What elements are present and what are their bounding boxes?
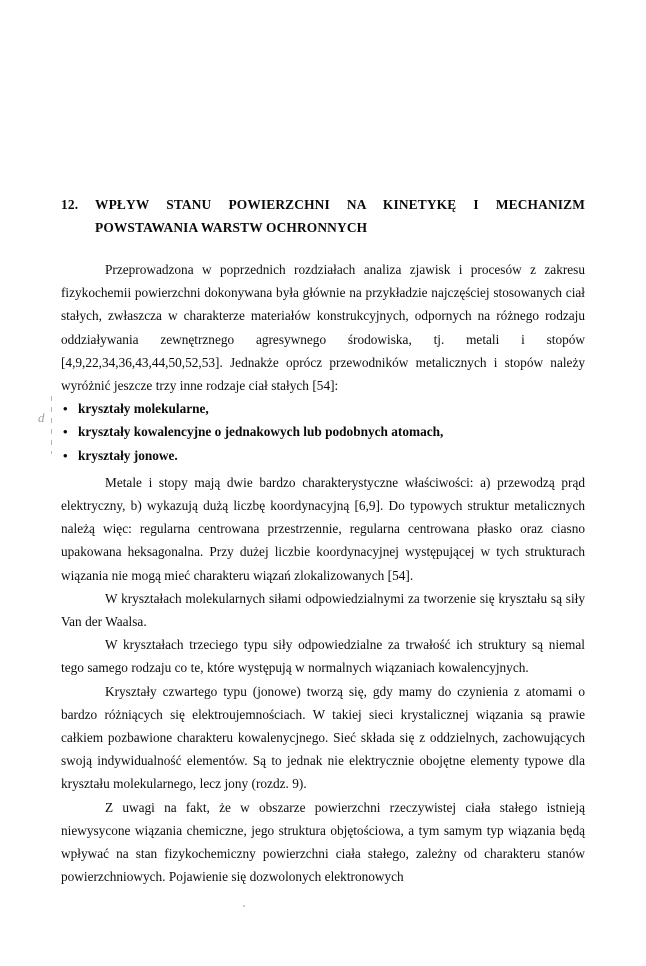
scan-artifact-speck [243,905,245,907]
chapter-heading-line-1: 12. WPŁYW STANU POWIERZCHNI NA KINETYKĘ I MECHANIZM [61,197,585,212]
chapter-heading [61,193,585,239]
paragraph-metals-alloys: Metale i stopy mają dwie bardzo charakterystyczne właściwości: a) przewodzą prąd elektryczny, b) wykazują dużą liczbę koordynacyjną [6,9]. Do typowych struktur metalicznych należą więc: regularna centrowana przestrzennie, regularna centrowana płasko oraz ciasno upakowana heksagonalna. Przy dużej liczbie koordynacyjnej występującej w tych strukturach wiązania nie mogą mieć charakteru wiązań zlokalizowanych [54]. [61,474,585,583]
paragraph-surface-states: Z uwagi na fakt, że w obszarze powierzchni rzeczywistej ciała stałego istnieją niewysycone wiązania chemiczne, jego struktura objętościowa, a tym samym typ wiązania będą wpływać na stan fizykochemiczny powierzchni ciała stałego, zależny od charakteru stanów powierzchniowych. Pojawienie się dozwolonych elektronowych [61,799,585,885]
list-item-label: kryształy molekularne, [78,401,209,417]
page-text-column [61,193,585,888]
bullet-icon: • [63,447,68,463]
crystal-types-list [61,397,585,467]
list-item-label: kryształy jonowe. [78,447,178,463]
paragraph-molecular-crystals: W kryształach molekularnych siłami odpowiedzialnymi za tworzenie się kryształu są siły Van der Waalsa. [61,590,585,630]
list-item-label: kryształy kowalencyjne o jednakowych lub podobnych atomach, [78,424,444,440]
bullet-icon: • [63,401,68,417]
paragraph-intro: Przeprowadzona w poprzednich rozdziałach analiza zjawisk i procesów z zakresu fizykochemii powierzchni dokonywana była głównie na przykładzie najczęściej stosowanych ciał stałych, zwłaszcza w charakterze materiałów konstrukcyjnych, odpornych na różnego rodzaju oddziaływania zewnętrznego agresywnego środowiska, tj. metali i stopów [4,9,22,34,36,43,44,50,52,53]. Jednakże oprócz przewodników metalicznych i stopów należy wyróżnić jeszcze trzy inne rodzaje ciał stałych [54]: [61,262,585,394]
paragraph-ionic-crystals: Kryształy czwartego typu (jonowe) tworzą się, gdy mamy do czynienia z atomami o bardzo różniących się elektroujemnościach. W takiej sieci krystalicznej wiązania są prawie całkiem pozbawione charakteru kowalenycjnego. Sieć składa się z oddzielnych, zachowujących swoją indywidualność elementów. Są to jednak nie elektrycznie obojętne elementy typowe dla kryształu molekularnego, lecz jony (rozdz. 9). [61,683,585,792]
paragraph-third-type-crystals: W kryształach trzeciego typu siły odpowiedzialne za trwałość ich struktury są niemal tego samego rodzaju co te, które występują w normalnych wiązaniach kowalencyjnych. [61,637,585,676]
list-item [61,444,585,467]
margin-ink-mark: d [38,410,45,425]
margin-rule-line [51,396,52,454]
list-item [61,397,585,420]
list-item [61,420,585,443]
bullet-icon: • [63,424,68,440]
handwritten-margin-annotation [38,396,60,454]
chapter-heading-line-2: POWSTAWANIA WARSTW OCHRONNYCH [95,220,368,235]
